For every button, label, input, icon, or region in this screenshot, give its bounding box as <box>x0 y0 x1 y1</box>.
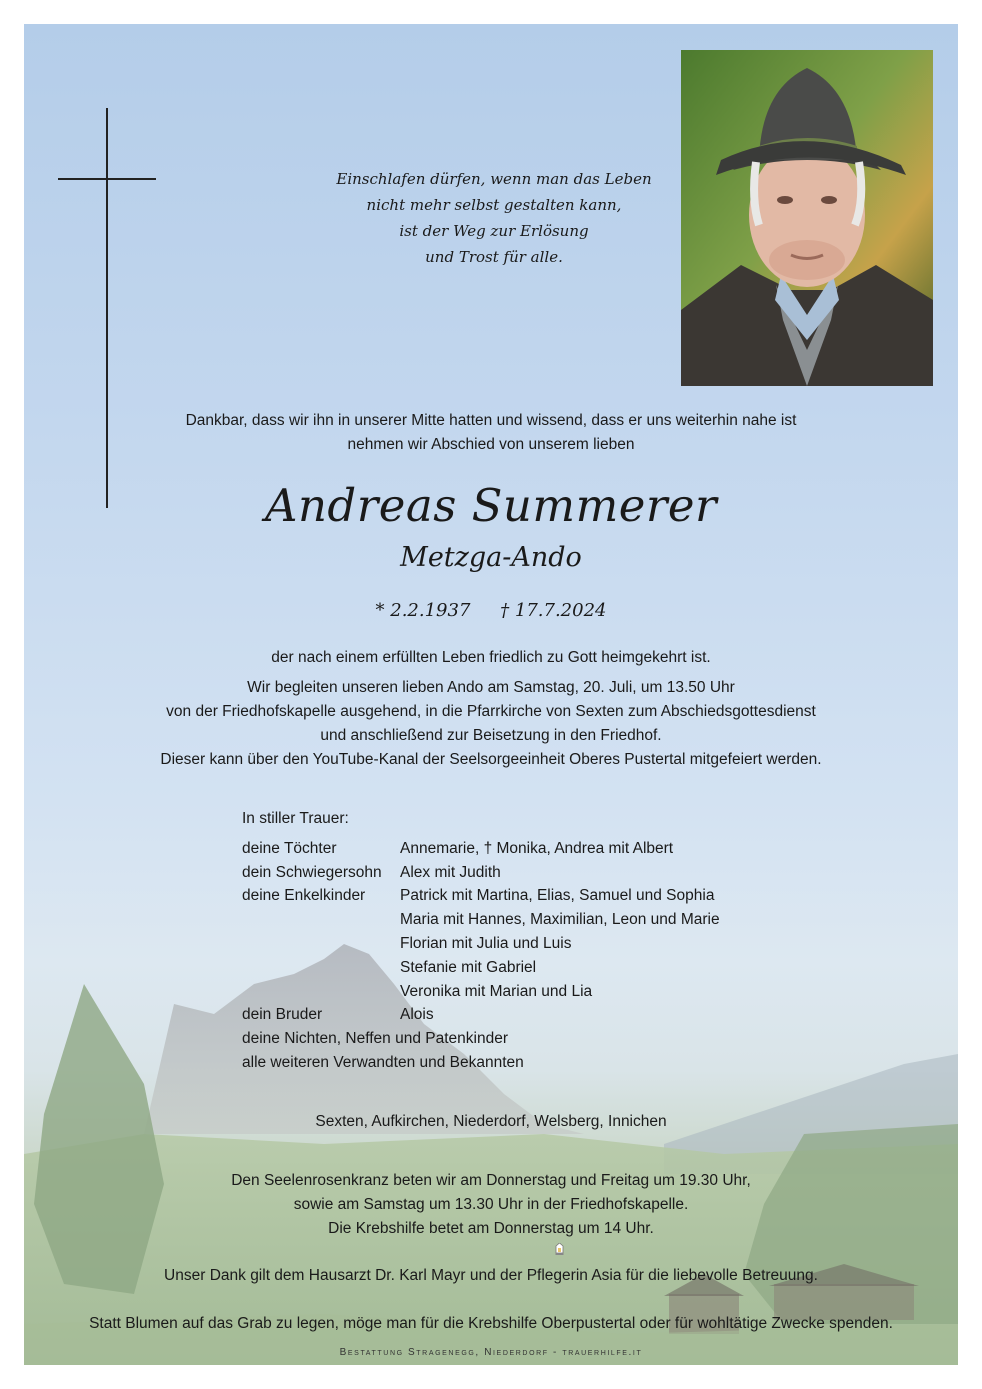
mourner-relation: deine Enkelkinder <box>242 887 366 905</box>
mourner-names: Alex mit Judith <box>400 863 501 881</box>
announcement-line: von der Friedhofskapelle ausgehend, in die Pfarrkirche von Sexten zum Abschiedsgottesdienst <box>166 703 816 720</box>
rosary-line: Den Seelenrosenkranz beten wir am Donnerstag und Freitag um 19.30 Uhr, <box>231 1172 751 1189</box>
mourner-row <box>242 908 720 932</box>
announcement-line: Dieser kann über den YouTube-Kanal der Seelsorgeeinheit Oberes Pustertal mitgefeiert werden. <box>160 751 822 768</box>
mourner-row <box>242 1051 720 1075</box>
deceased-nickname: Metzga-Ando <box>400 542 582 573</box>
intro-line: nehmen wir Abschied von unserem lieben <box>347 436 635 453</box>
mourner-relation <box>242 956 400 980</box>
mourner-relation <box>242 980 400 1004</box>
announcement-line: der nach einem erfüllten Leben friedlich zu Gott heimgekehrt ist. <box>271 649 711 666</box>
donation-note: Statt Blumen auf das Grab zu legen, möge man für die Krebshilfe Oberpustertal oder für wohltätige Zwecke spenden. <box>89 1315 893 1332</box>
announcement-line: und anschließend zur Beisetzung in den Friedhof. <box>320 727 662 744</box>
mourner-relation: dein Schwiegersohn <box>242 863 382 881</box>
mourner-relation <box>242 932 400 956</box>
quote-line: nicht mehr selbst gestalten kann, <box>366 196 622 214</box>
rosary-line: Die Krebshilfe betet am Donnerstag um 14 Uhr. <box>328 1220 654 1237</box>
mourner-relation: deine Nichten, Neffen und Patenkinder <box>242 1030 508 1048</box>
mourner-row <box>242 884 720 908</box>
places: Sexten, Aufkirchen, Niederdorf, Welsberg, Innichen <box>315 1113 667 1130</box>
mourner-relation: alle weiteren Verwandten und Bekannten <box>242 1053 524 1071</box>
death-date: † 17.7.2024 <box>500 600 607 621</box>
mourner-names: Patrick mit Martina, Elias, Samuel und Sophia <box>400 887 715 905</box>
mourner-names: Stefanie mit Gabriel <box>400 958 537 976</box>
mourner-row <box>242 1027 720 1051</box>
intro-line: Dankbar, dass wir ihn in unserer Mitte hatten und wissend, dass er uns weiterhin nahe ist <box>185 412 797 429</box>
mourner-names: Annemarie, † Monika, Andrea mit Albert <box>400 839 674 857</box>
mourner-relation <box>242 908 400 932</box>
funeral-announcement <box>24 646 958 772</box>
quote <box>234 166 754 270</box>
thanks-text: Unser Dank gilt dem Hausarzt Dr. Karl Mayr und der Pflegerin Asia für die liebevolle Betreuung. <box>164 1267 818 1284</box>
quote-line: ist der Weg zur Erlösung <box>399 222 589 240</box>
life-dates <box>24 596 958 626</box>
mourner-row <box>242 932 720 956</box>
mourner-names: Veronika mit Marian und Lia <box>400 982 593 1000</box>
mourner-row <box>242 837 720 861</box>
mourners-heading: In stiller Trauer: <box>242 810 349 827</box>
footer-credit: Bestattung Stragenegg, Niederdorf - trauerhilfe.it <box>339 1347 643 1358</box>
mourner-names: Maria mit Hannes, Maximilian, Leon und Marie <box>400 911 720 929</box>
mourner-row <box>242 861 720 885</box>
mourner-names: Florian mit Julia und Luis <box>400 934 572 952</box>
mourner-relation: deine Töchter <box>242 839 337 857</box>
quote-line: und Trost für alle. <box>425 248 563 266</box>
announcement-line: Wir begleiten unseren lieben Ando am Samstag, 20. Juli, um 13.50 Uhr <box>247 679 735 696</box>
obituary-card <box>24 24 958 1365</box>
rosary-line: sowie am Samstag um 13.30 Uhr in der Friedhofskapelle. <box>293 1196 689 1213</box>
lantern-icon <box>555 1243 564 1255</box>
mourner-row <box>242 956 720 980</box>
intro-text <box>24 409 958 457</box>
mourner-row <box>242 980 720 1004</box>
mourner-row <box>242 1003 720 1027</box>
birth-date: * 2.2.1937 <box>375 600 471 621</box>
deceased-name: Andreas Summerer <box>264 479 718 532</box>
mourner-relation: dein Bruder <box>242 1006 323 1024</box>
mourners-list <box>242 807 720 1075</box>
rosary-info <box>24 1169 958 1241</box>
mourner-names: Alois <box>400 1006 434 1024</box>
quote-line: Einschlafen dürfen, wenn man das Leben <box>336 170 652 188</box>
